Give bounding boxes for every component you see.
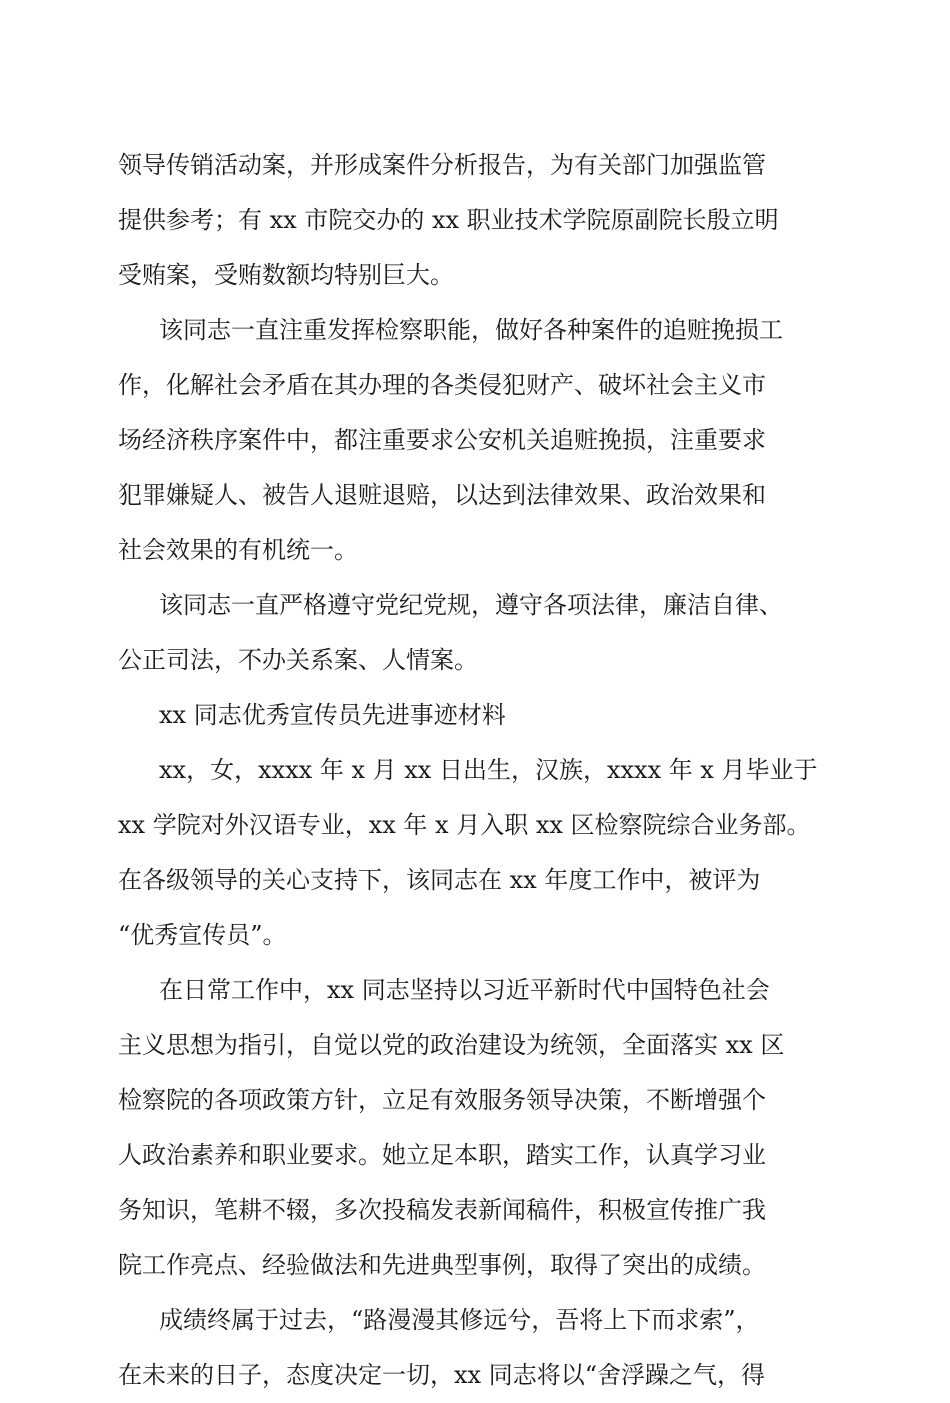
text-line: 人政治素养和职业要求。她立足本职，踏实工作，认真学习业 [118,1141,766,1169]
text-line: “优秀宣传员”。 [118,921,287,949]
text-line: 犯罪嫌疑人、被告人退赃退赔，以达到法律效果、政治效果和 [118,481,766,509]
text-line: 务知识，笔耕不辍，多次投稿发表新闻稿件，积极宣传推广我 [118,1196,766,1224]
text-line: 领导传销活动案，并形成案件分析报告，为有关部门加强监管 [118,151,766,179]
text-line: 在未来的日子，态度决定一切，xx 同志将以“舍浮躁之气，得 [118,1361,765,1389]
text-line: 在日常工作中，xx 同志坚持以习近平新时代中国特色社会 [159,976,770,1004]
text-line: 院工作亮点、经验做法和先进典型事例，取得了突出的成绩。 [118,1251,766,1279]
document-body [118,138,828,1403]
text-line: 该同志一直严格遵守党纪党规，遵守各项法律，廉洁自律、 [159,591,783,619]
text-line: 在各级领导的关心支持下，该同志在 xx 年度工作中，被评为 [118,866,761,894]
text-line: 提供参考；有 xx 市院交办的 xx 职业技术学院原副院长殷立明 [118,206,779,234]
text-line: 公正司法，不办关系案、人情案。 [118,646,478,674]
text-line: 场经济秩序案件中，都注重要求公安机关追赃挽损，注重要求 [118,426,766,454]
text-line: 检察院的各项政策方针，立足有效服务领导决策，不断增强个 [118,1086,766,1114]
text-line: 作，化解社会矛盾在其办理的各类侵犯财产、破坏社会主义市 [118,371,766,399]
text-line: 受贿案，受贿数额均特别巨大。 [118,261,454,289]
section-heading: xx 同志优秀宣传员先进事迹材料 [159,701,506,729]
text-line: 社会效果的有机统一。 [118,536,358,564]
text-line: xx，女，xxxx 年 x 月 xx 日出生，汉族，xxxx 年 x 月毕业于 [159,756,818,784]
text-line: 该同志一直注重发挥检察职能，做好各种案件的追赃挽损工 [159,316,783,344]
text-line: xx 学院对外汉语专业，xx 年 x 月入职 xx 区检察院综合业务部。 [118,811,811,839]
text-line: 成绩终属于过去，“路漫漫其修远兮，吾将上下而求索”， [159,1306,760,1334]
text-line: 主义思想为指引，自觉以党的政治建设为统领，全面落实 xx 区 [118,1031,785,1059]
